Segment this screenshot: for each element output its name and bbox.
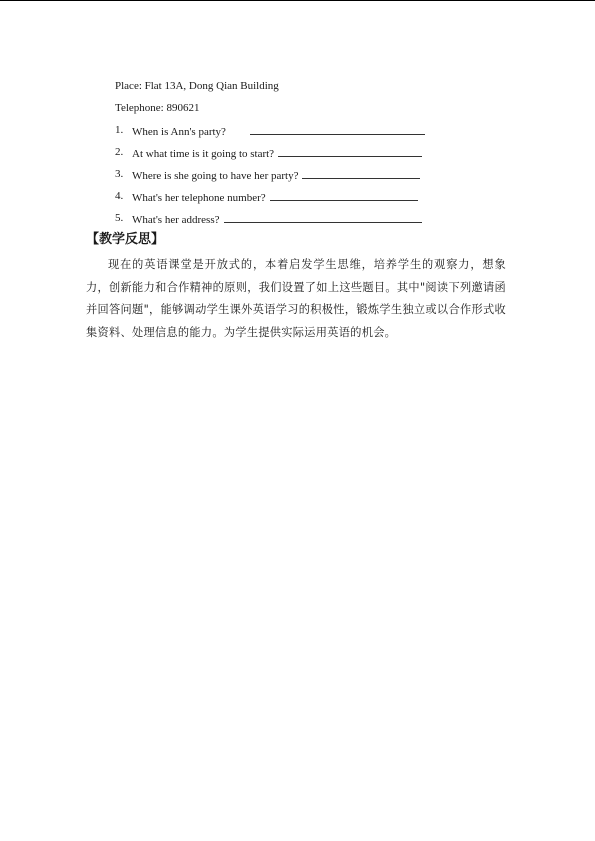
- question-4-text: What's her telephone number?: [132, 192, 266, 204]
- question-5: [132, 211, 422, 227]
- question-1-number: 1.: [115, 124, 124, 136]
- reflection-paragraph: 现在的英语课堂是开放式的，本着启发学生思维，培养学生的观察力，想象力，创新能力和合作精神的原则，我们设置了如上这些题目。其中"阅读下列邀请函并回答问题"，能够调动学生课外英语学习的积极性，锻炼学生独立或以合作形式收集资料、处理信息的能力。为学生提供实际运用英语的机会。: [86, 258, 506, 339]
- question-4: [132, 189, 418, 205]
- question-2-text: At what time is it going to start?: [132, 148, 275, 160]
- question-2-number: 2.: [115, 146, 124, 158]
- question-3-text: Where is she going to have her party?: [132, 170, 299, 182]
- question-5-answer-blank: [224, 211, 422, 223]
- question-1-text: When is Ann's party?: [132, 126, 226, 138]
- question-1-answer-blank: [250, 123, 425, 135]
- question-5-number: 5.: [115, 212, 124, 224]
- page-top-rule: [0, 0, 595, 1]
- question-2: [132, 145, 422, 161]
- telephone-line: Telephone: 890621: [115, 102, 200, 114]
- question-2-answer-blank: [278, 145, 422, 157]
- question-1: [132, 123, 425, 139]
- question-5-text: What's her address?: [132, 214, 220, 226]
- question-3-answer-blank: [302, 167, 420, 179]
- question-4-answer-blank: [270, 189, 418, 201]
- question-4-number: 4.: [115, 190, 124, 202]
- place-line: Place: Flat 13A, Dong Qian Building: [115, 80, 279, 92]
- reflection-heading: 【教学反思】: [86, 232, 165, 247]
- question-3-number: 3.: [115, 168, 124, 180]
- question-3: [132, 167, 420, 183]
